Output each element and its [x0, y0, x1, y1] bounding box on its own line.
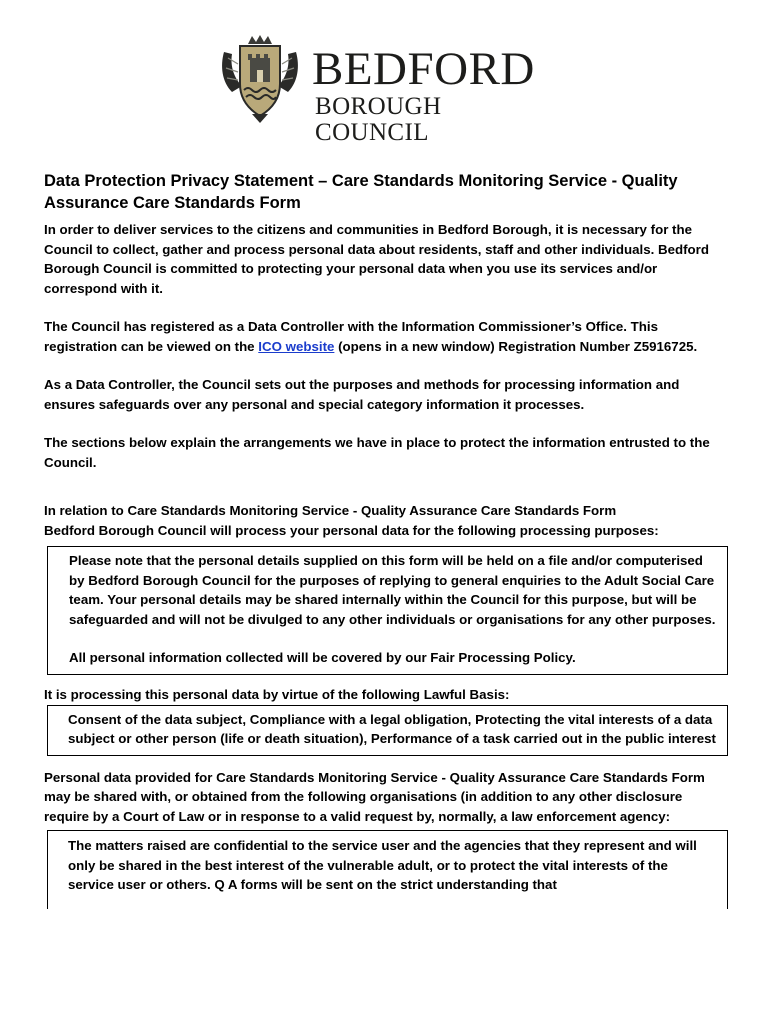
registration-text-before: The Council has registered as a Data Controller with the Information Commissioner’s Office. This registration can be viewed on the: [44, 319, 658, 354]
bedford-crest-icon: [218, 34, 302, 124]
logo-name-bedford: BEDFORD: [312, 43, 535, 95]
fair-processing-text: All personal information collected will be covered by our Fair Processing Policy.: [69, 650, 576, 665]
council-logo: [218, 34, 558, 146]
lawful-basis-text: Consent of the data subject, Compliance with a legal obligation, Protecting the vital interests of a data subject or other person (life or death situation), Performance of a task carried out in the public interest: [68, 711, 716, 746]
intro-paragraph: In order to deliver services to the citizens and communities in Bedford Borough, it is necessary for the Council to collect, gather and process personal data about residents, staff and other individuals. Bedford Borough Council is committed to protecting your personal data when you use its services and/or correspond with it.: [44, 222, 709, 296]
lawful-basis-box: [47, 705, 728, 756]
registration-paragraph: [44, 317, 728, 356]
processing-relation-line: In relation to Care Standards Monitoring Service - Quality Assurance Care Standards Form: [44, 503, 617, 518]
sections-intro-paragraph: The sections below explain the arrangements we have in place to protect the information entrusted to the Council.: [44, 435, 710, 470]
purposes-text: Please note that the personal details supplied on this form will be held on a file and/or computerised by Bedford Borough Council for the purposes of replying to general enquiries to the Adult Social Care team. Your personal details may be shared internally within the Council for this purpose, but will be safeguarded and will not be divulged to any other individuals or organisations for any other purposes.: [69, 553, 716, 627]
privacy-statement: [44, 170, 728, 909]
page-title: Data Protection Privacy Statement – Care Standards Monitoring Service - Quality Assurance Care Standards Form: [44, 172, 678, 212]
data-sharing-box: [47, 830, 728, 909]
data-controller-paragraph: As a Data Controller, the Council sets out the purposes and methods for processing information and ensures safeguards over any personal and special category information it processes.: [44, 377, 680, 412]
lawful-basis-title: It is processing this personal data by virtue of the following Lawful Basis:: [44, 686, 510, 702]
processing-purposes-line: Bedford Borough Council will process your personal data for the following processing purposes:: [44, 522, 659, 538]
logo-name-borough-council: BOROUGH COUNCIL: [315, 93, 442, 146]
data-sharing-text: The matters raised are confidential to the service user and the agencies that they represent and will only be shared in the best interest of the vulnerable adult, or to protect the vital interests of the service user or others. Q A forms will be sent on the strict understanding that: [68, 838, 697, 892]
ico-website-link[interactable]: ICO website: [258, 338, 335, 354]
registration-text-after: (opens in a new window) Registration Number Z5916725.: [334, 338, 698, 354]
processing-purposes-box: [47, 546, 728, 675]
data-sharing-paragraph: Personal data provided for Care Standards Monitoring Service - Quality Assurance Care Standards Form may be shared with, or obtained from the following organisations (in addition to any other disclosure require by a Court of Law or in response to a valid request by, normally, a law enforcement agency:: [44, 769, 705, 824]
